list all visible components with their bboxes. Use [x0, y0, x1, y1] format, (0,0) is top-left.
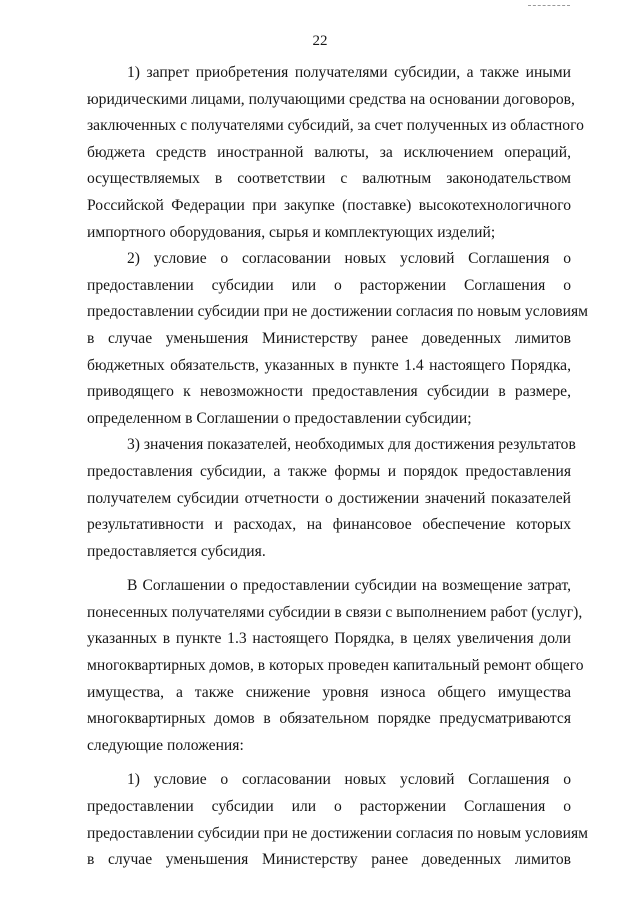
text-line: определенном в Соглашении о предоставлении субсидии;: [87, 409, 472, 427]
text-line: импортного оборудования, сырья и комплектующих изделий;: [87, 223, 496, 241]
text-line: Российской Федерации при закупке (поставке) высокотехнологичного: [87, 196, 571, 214]
text-line: результативности и расходах, на финансовое обеспечение которых: [87, 516, 571, 534]
text-line: указанных в пункте 1.3 настоящего Порядка, в целях увеличения доли: [87, 630, 571, 648]
paragraph: [87, 432, 576, 565]
text-line: предоставлении субсидии при не достижении согласия по новым условиям: [87, 303, 589, 321]
text-line: получателем субсидии отчетности о достижении значений показателей: [87, 489, 571, 507]
paragraph: [87, 767, 589, 873]
text-line: приводящего к невозможности предоставления субсидии в размере,: [87, 383, 571, 401]
paragraph-gap: [87, 565, 571, 573]
text-line: предоставлении субсидии при не достижении согласия по новым условиям: [87, 824, 589, 842]
text-line: предоставлении субсидии или о расторжении Соглашения о: [87, 276, 571, 294]
page-number: 22: [312, 33, 328, 49]
paragraph-gap: [87, 759, 571, 767]
page-corner-mark: [528, 0, 570, 6]
text-line: осуществляемых в соответствии с валютным законодательством: [87, 170, 571, 188]
text-line: имущества, а также снижение уровня износа общего имущества: [87, 683, 571, 701]
text-line: 2) условие о согласовании новых условий Соглашения о: [127, 250, 571, 268]
text-line: 3) значения показателей, необходимых для достижения результатов: [127, 436, 576, 454]
text-line: 1) запрет приобретения получателями субсидии, а также иными: [127, 64, 571, 81]
text-line: заключенных с получателями субсидий, за счет полученных из областного: [87, 117, 584, 135]
text-line: многоквартирных домов в обязательном порядке предусматриваются: [87, 710, 571, 728]
text-line: бюджетных обязательств, указанных в пункте 1.4 настоящего Порядка,: [87, 356, 571, 374]
text-line: многоквартирных домов, в которых проведен капитальный ремонт общего: [87, 657, 584, 675]
text-line: предоставления субсидии, а также формы и порядок предоставления: [87, 462, 571, 480]
text-line: 1) условие о согласовании новых условий Соглашения о: [127, 771, 571, 789]
paragraph: [87, 60, 584, 246]
text-line: следующие положения:: [87, 736, 244, 754]
text-line: В Соглашении о предоставлении субсидии на возмещение затрат,: [127, 577, 571, 595]
text-line: бюджета средств иностранной валюты, за исключением операций,: [87, 143, 571, 161]
text-line: в случае уменьшения Министерству ранее доведенных лимитов: [87, 851, 571, 869]
paragraph: [87, 246, 589, 432]
text-line: предоставляется субсидия.: [87, 542, 266, 560]
document-body: [87, 60, 589, 874]
paragraph: [87, 573, 584, 759]
text-line: понесенных получателями субсидии в связи с выполнением работ (услуг),: [87, 603, 583, 621]
text-line: предоставлении субсидии или о расторжении Соглашения о: [87, 798, 571, 816]
text-line: в случае уменьшения Министерству ранее доведенных лимитов: [87, 329, 571, 347]
text-line: юридическими лицами, получающими средства на основании договоров,: [87, 90, 575, 108]
